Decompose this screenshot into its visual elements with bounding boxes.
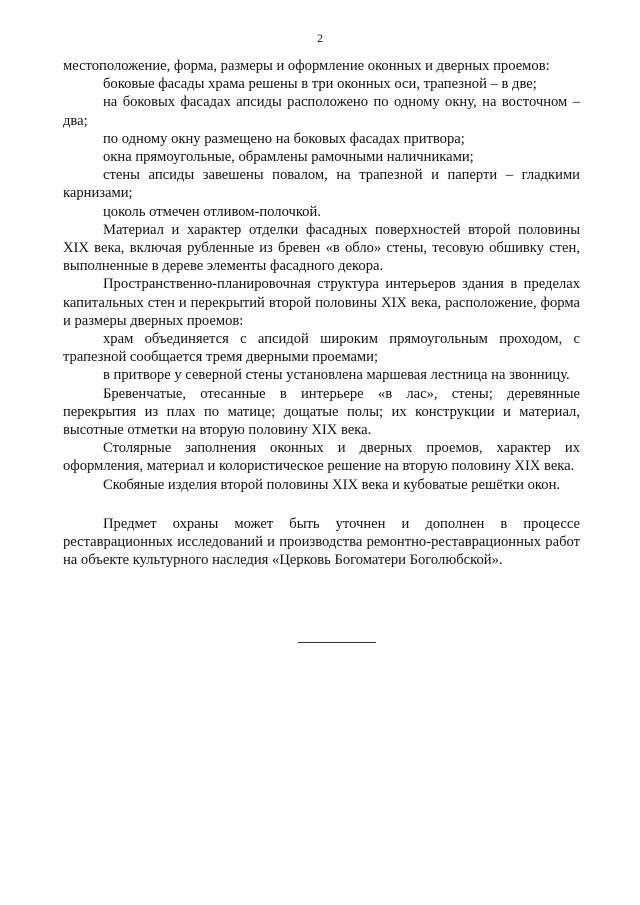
paragraph-apse-passage: храм объединяется с апсидой широким прямоугольным проходом, с трапезной сообщается тремя дверными проемами; xyxy=(63,331,580,366)
paragraph-side-facades: боковые фасады храма решены в три оконных оси, трапезной – в две; xyxy=(103,76,537,93)
paragraph-facade-materials: Материал и характер отделки фасадных поверхностей второй половины XIX века, включая рубленные из бревен «в обло» стены, тесовую обшивку стен, выполненные в дереве элементы фасадного декора. xyxy=(63,221,580,275)
paragraph-plinth: цоколь отмечен отливом-полочкой. xyxy=(103,203,321,220)
paragraph-cornices: стены апсиды завешены повалом, на трапезной и паперти – гладкими карнизами; xyxy=(63,167,580,202)
paragraph-staircase: в притворе у северной стены установлена маршевая лестница на звонницу. xyxy=(103,367,570,384)
paragraph-joinery: Столярные заполнения оконных и дверных проемов, характер их оформления, материал и колористическое решение на вторую половину XIX века. xyxy=(63,440,580,475)
paragraph-log-walls: Бревенчатые, отесанные в интерьере «в лас», стены; деревянные перекрытия из плах по матице; дощатые полы; их конструкции и материал, высотные отметки на вторую половину XIX века. xyxy=(63,385,580,439)
paragraph-apse-windows: на боковых фасадах апсиды расположено по одному окну, на восточном – два; xyxy=(63,94,580,129)
document-body xyxy=(63,57,580,569)
paragraph-interior-structure: Пространственно-планировочная структура интерьеров здания в пределах капитальных стен и перекрытий второй половины XIX века, расположение, форма и размеры дверных проемов: xyxy=(63,276,580,329)
page-number: 2 xyxy=(317,31,323,45)
paragraph-window-frames: окна прямоугольные, обрамлены рамочными наличниками; xyxy=(103,149,474,166)
closing-separator-line xyxy=(298,642,376,643)
paragraph-openings-intro: местоположение, форма, размеры и оформление оконных и дверных проемов: xyxy=(63,58,550,74)
paragraph-hardware: Скобяные изделия второй половины XIX века и кубоватые решётки окон. xyxy=(103,476,561,493)
paragraph-closing-note: Предмет охраны может быть уточнен и дополнен в процессе реставрационных исследований и производства ремонтно-реставрационных работ на объекте культурного наследия «Церковь Богоматери Боголюбской». xyxy=(63,515,580,569)
paragraph-narthex-windows: по одному окну размещено на боковых фасадах притвора; xyxy=(103,130,465,147)
